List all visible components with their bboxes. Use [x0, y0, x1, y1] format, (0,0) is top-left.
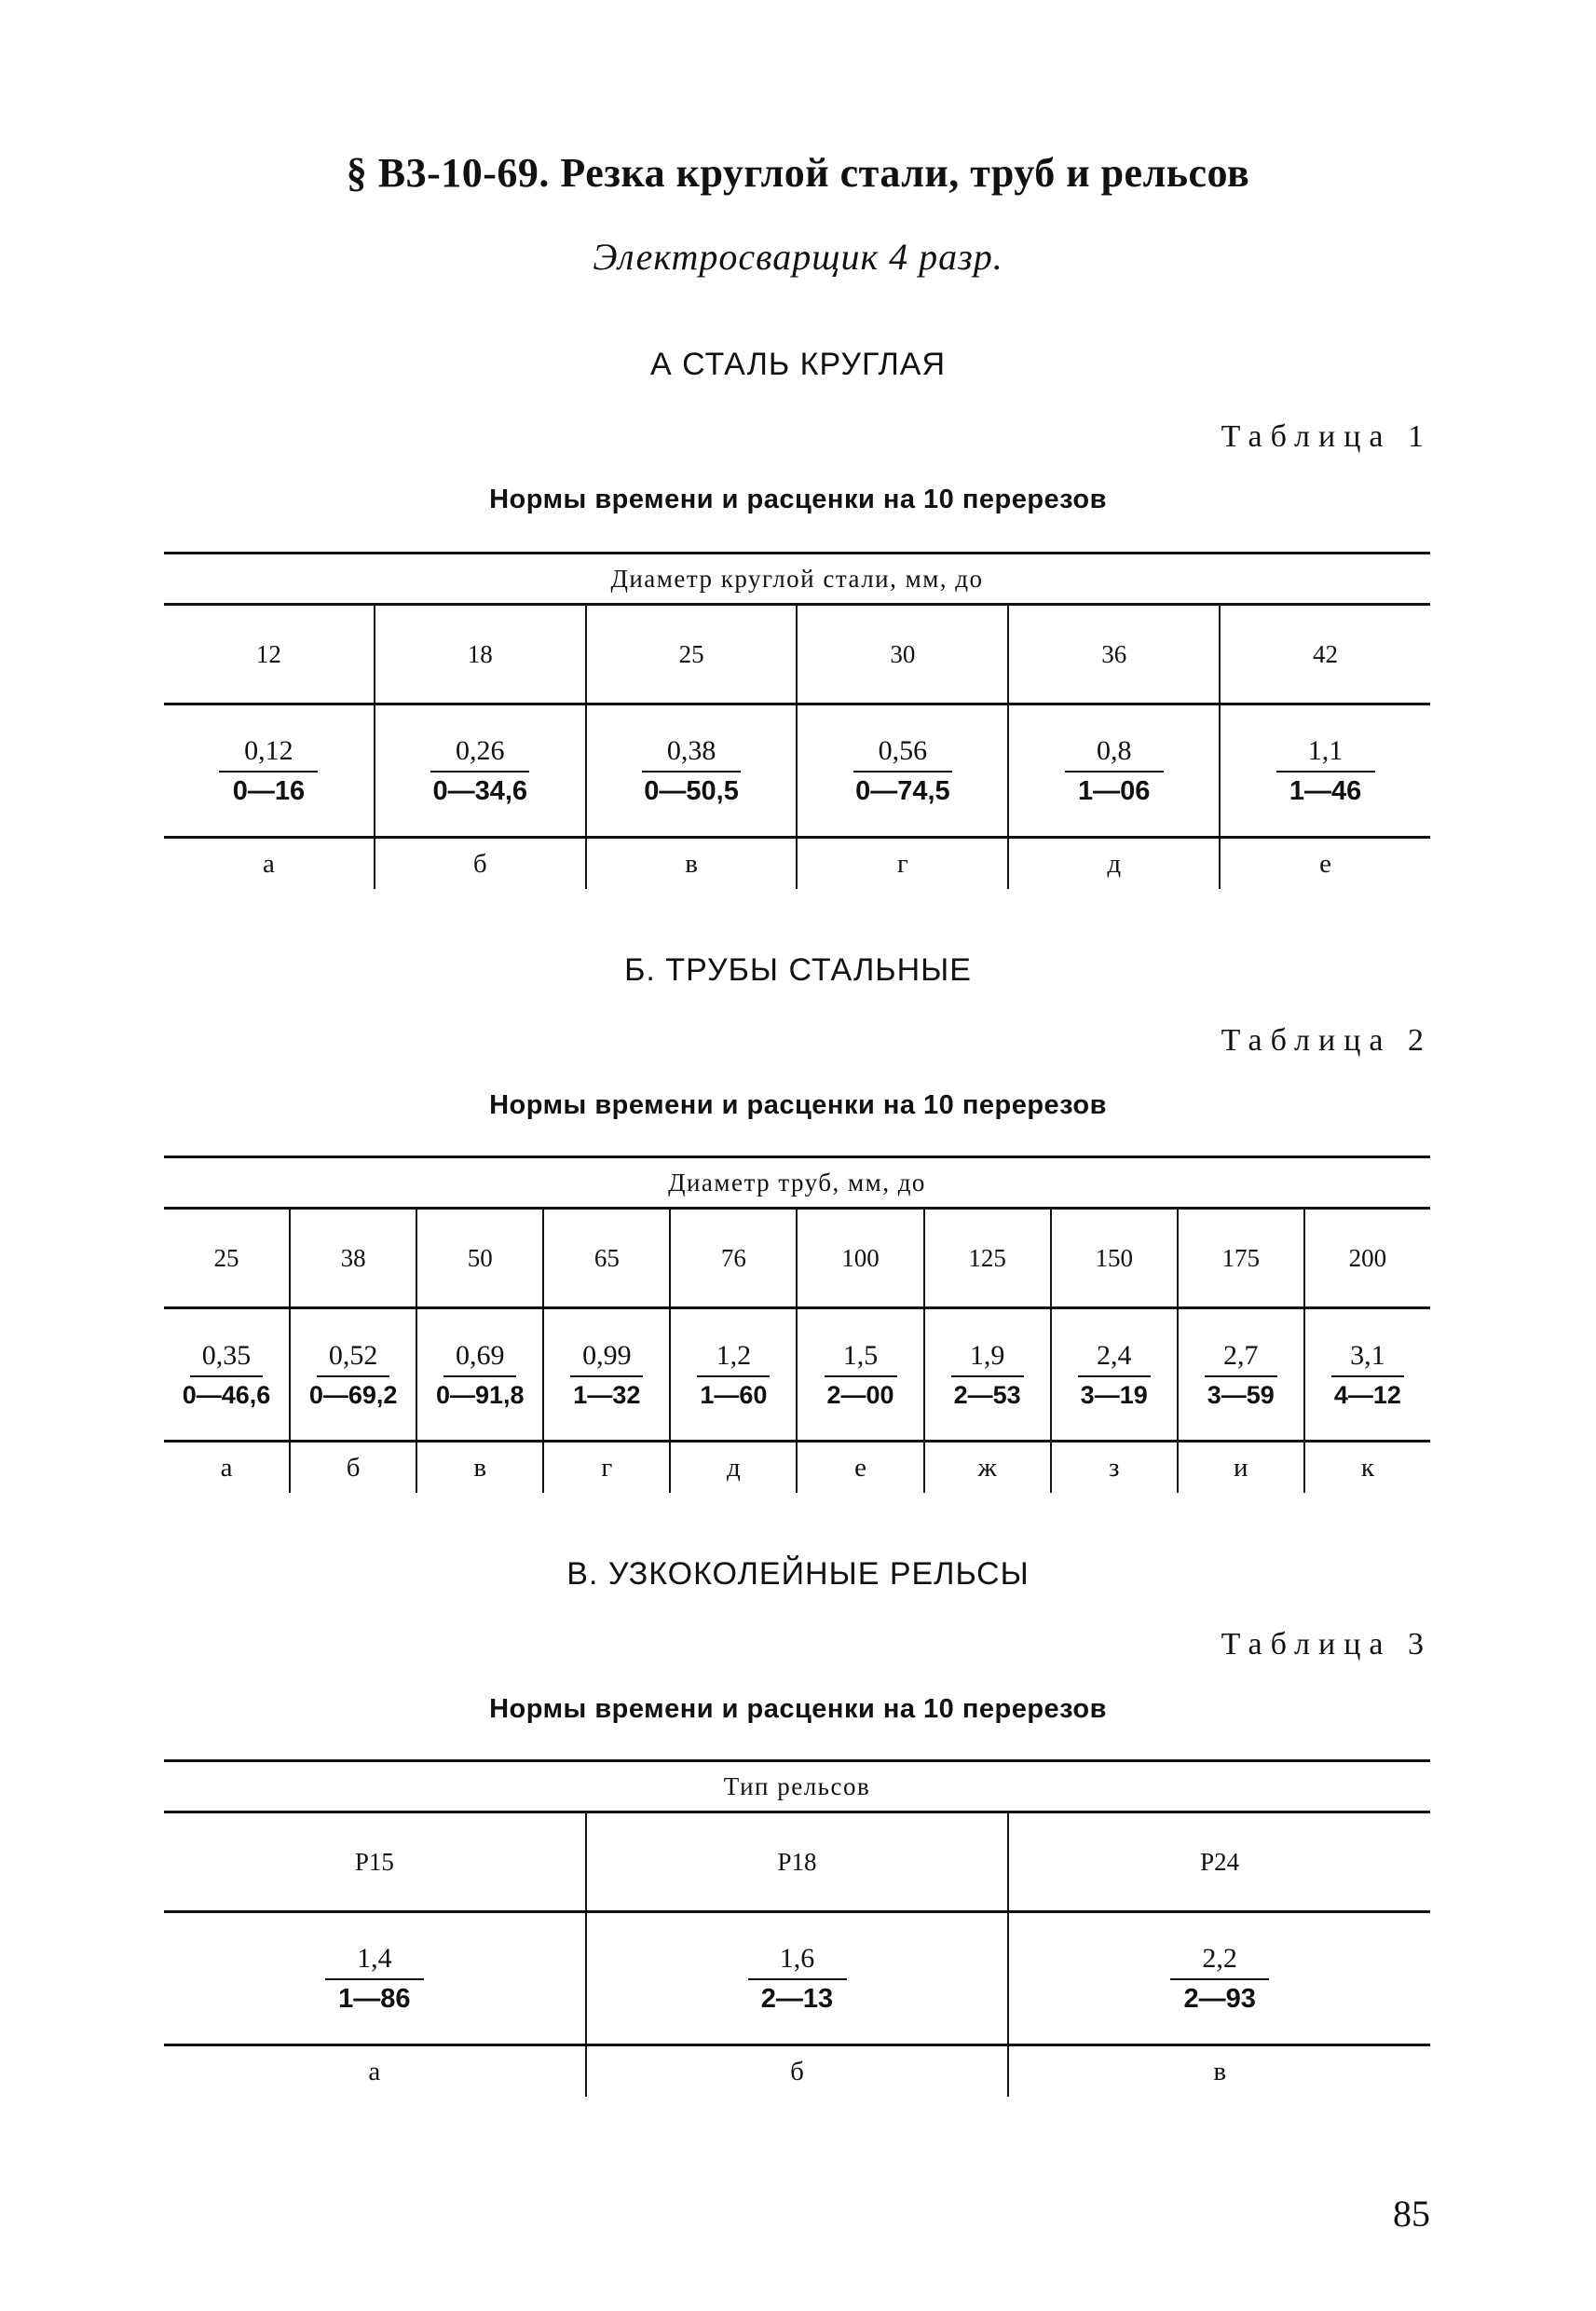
size-cell: 42 [1313, 639, 1339, 668]
worker-qualification: Электросварщик 4 разр. [593, 236, 1003, 278]
rate: 3—59 [1207, 1380, 1275, 1409]
size-cell: 12 [164, 606, 375, 703]
column-letter: б [291, 1443, 417, 1493]
norm-rate-fraction [1205, 1340, 1277, 1410]
norm-rate-fraction [183, 1340, 271, 1410]
rate: 2—53 [953, 1380, 1021, 1409]
time-norm: 0,26 [430, 735, 529, 773]
size-cell: 125 [925, 1210, 1052, 1306]
table-3 [164, 1759, 1430, 2097]
size-row [164, 1210, 1430, 1309]
rate: 1—60 [700, 1380, 768, 1409]
page-number: 85 [1393, 2193, 1430, 2235]
norm-rate-fraction [430, 735, 529, 807]
norm-rate-row [164, 705, 1430, 839]
rate: 1—86 [338, 1983, 411, 2014]
rate: 4—12 [1333, 1380, 1401, 1409]
rate: 0—69,2 [308, 1380, 398, 1409]
norm-rate-fraction [309, 1340, 398, 1410]
time-norm: 1,2 [697, 1340, 770, 1377]
norm-rate-fraction [1276, 735, 1375, 807]
time-norm: 1,1 [1276, 735, 1375, 773]
time-norm: 1,9 [951, 1340, 1024, 1377]
norm-rate-fraction [697, 1340, 770, 1410]
column-letter: з [1052, 1443, 1179, 1493]
rate: 1—06 [1078, 775, 1151, 806]
size-cell: Р24 [1200, 1847, 1240, 1876]
column-letter: е [798, 1443, 924, 1493]
rate: 3—19 [1080, 1380, 1148, 1409]
column-letter: е [1319, 848, 1331, 879]
size-row [164, 606, 1430, 705]
rate: 2—00 [826, 1380, 894, 1409]
part-b-heading: Б. ТРУБЫ СТАЛЬНЫЕ [624, 952, 972, 988]
time-norm: 0,69 [443, 1340, 516, 1377]
norm-rate-fraction [1331, 1340, 1404, 1410]
time-norm: 2,7 [1205, 1340, 1277, 1377]
section-title: § В3-10-69. Резка круглой стали, труб и рельсов [346, 150, 1250, 196]
column-letter: б [375, 839, 587, 889]
rate: 1—46 [1289, 775, 1362, 806]
rate: 1—32 [573, 1380, 641, 1409]
norm-rate-cell [544, 1309, 671, 1440]
norm-rate-fraction [1078, 1340, 1151, 1410]
norm-rate-cell [291, 1309, 417, 1440]
size-cell: 25 [587, 606, 798, 703]
table-1 [164, 552, 1430, 889]
size-cell: 36 [1009, 606, 1221, 703]
time-norm: 0,8 [1065, 735, 1164, 773]
size-cell: 18 [375, 606, 587, 703]
time-norm: 0,12 [219, 735, 318, 773]
size-cell: 100 [798, 1210, 924, 1306]
time-norm: 0,52 [317, 1340, 389, 1377]
norm-rate-cell [164, 1309, 291, 1440]
norm-rate-cell [375, 705, 587, 836]
size-cell: 65 [544, 1210, 671, 1306]
size-cell: 76 [671, 1210, 798, 1306]
norm-rate-fraction [951, 1340, 1024, 1410]
column-letter: к [1360, 1452, 1374, 1483]
norm-rate-cell [1009, 1913, 1430, 2044]
norm-rate-cell [1009, 705, 1221, 836]
time-norm: 3,1 [1331, 1340, 1404, 1377]
time-norm: 0,35 [190, 1340, 263, 1377]
time-norm: 0,38 [642, 735, 741, 773]
norm-rate-cell [1052, 1309, 1179, 1440]
column-letter: а [164, 1443, 291, 1493]
norm-rate-cell [587, 705, 798, 836]
norm-rate-cell [164, 705, 375, 836]
size-cell: 30 [798, 606, 1009, 703]
time-norm: 2,4 [1078, 1340, 1151, 1377]
size-row [164, 1813, 1430, 1913]
column-letter: а [164, 839, 375, 889]
rate: 0—46,6 [182, 1380, 271, 1409]
time-norm: 0,99 [570, 1340, 643, 1377]
norm-rate-fraction [325, 1943, 424, 2015]
norm-rate-fraction [853, 735, 952, 807]
column-letter: в [587, 839, 798, 889]
rate: 0—16 [232, 775, 306, 806]
norm-rate-cell [1305, 1309, 1430, 1440]
rate: 0—91,8 [435, 1380, 525, 1409]
column-letter: в [417, 1443, 544, 1493]
norm-rate-cell [671, 1309, 798, 1440]
norm-rate-fraction [1065, 735, 1164, 807]
column-header: Тип рельсов [164, 1759, 1430, 1813]
column-header: Диаметр труб, мм, до [164, 1156, 1430, 1210]
column-header: Диаметр круглой стали, мм, до [164, 552, 1430, 606]
rate: 2—13 [760, 1983, 834, 2014]
norm-rate-cell [164, 1913, 587, 2044]
rate: 0—34,6 [432, 775, 528, 806]
rate: 0—74,5 [855, 775, 950, 806]
norm-rate-fraction [1170, 1943, 1269, 2015]
size-cell: Р18 [587, 1813, 1010, 1910]
table-1-label: Таблица 1 [1221, 419, 1432, 454]
size-cell: 200 [1348, 1243, 1387, 1272]
rate: 0—50,5 [644, 775, 739, 806]
column-letter-row [164, 1443, 1430, 1493]
norm-rate-cell [1221, 705, 1430, 836]
column-letter-row [164, 2046, 1430, 2097]
size-cell: 50 [417, 1210, 544, 1306]
table-2-label: Таблица 2 [1221, 1023, 1432, 1058]
table-3-caption: Нормы времени и расценки на 10 перерезов [489, 1694, 1107, 1724]
column-letter: в [1213, 2056, 1227, 2086]
norm-rate-fraction [219, 735, 318, 807]
table-1-caption: Нормы времени и расценки на 10 перерезов [489, 485, 1107, 514]
size-cell: 175 [1179, 1210, 1305, 1306]
table-2-caption: Нормы времени и расценки на 10 перерезов [489, 1090, 1107, 1120]
norm-rate-fraction [825, 1340, 897, 1410]
norm-rate-cell [417, 1309, 544, 1440]
norm-rate-cell [798, 705, 1009, 836]
size-cell: Р15 [164, 1813, 587, 1910]
column-letter: д [671, 1443, 798, 1493]
norm-rate-row [164, 1309, 1430, 1443]
time-norm: 0,56 [853, 735, 952, 773]
column-letter: а [164, 2046, 587, 2097]
time-norm: 1,4 [325, 1943, 424, 1980]
column-letter: ж [925, 1443, 1052, 1493]
norm-rate-cell [587, 1913, 1010, 2044]
norm-rate-cell [1179, 1309, 1305, 1440]
norm-rate-row [164, 1913, 1430, 2046]
table-2 [164, 1156, 1430, 1493]
size-cell: 38 [291, 1210, 417, 1306]
norm-rate-cell [798, 1309, 924, 1440]
table-3-label: Таблица 3 [1221, 1627, 1432, 1661]
size-cell: 150 [1052, 1210, 1179, 1306]
part-c-heading: В. УЗКОКОЛЕЙНЫЕ РЕЛЬСЫ [566, 1556, 1030, 1592]
column-letter: д [1009, 839, 1221, 889]
column-letter: г [544, 1443, 671, 1493]
time-norm: 1,6 [748, 1943, 847, 1980]
size-cell: 25 [164, 1210, 291, 1306]
norm-rate-cell [925, 1309, 1052, 1440]
norm-rate-fraction [570, 1340, 643, 1410]
column-letter-row [164, 839, 1430, 889]
part-a-heading: А СТАЛЬ КРУГЛАЯ [649, 347, 947, 382]
rate: 2—93 [1183, 1983, 1256, 2014]
column-letter: г [798, 839, 1009, 889]
time-norm: 1,5 [825, 1340, 897, 1377]
norm-rate-fraction [436, 1340, 525, 1410]
norm-rate-fraction [642, 735, 741, 807]
column-letter: б [587, 2046, 1010, 2097]
column-letter: и [1179, 1443, 1305, 1493]
norm-rate-fraction [748, 1943, 847, 2015]
time-norm: 2,2 [1170, 1943, 1269, 1980]
